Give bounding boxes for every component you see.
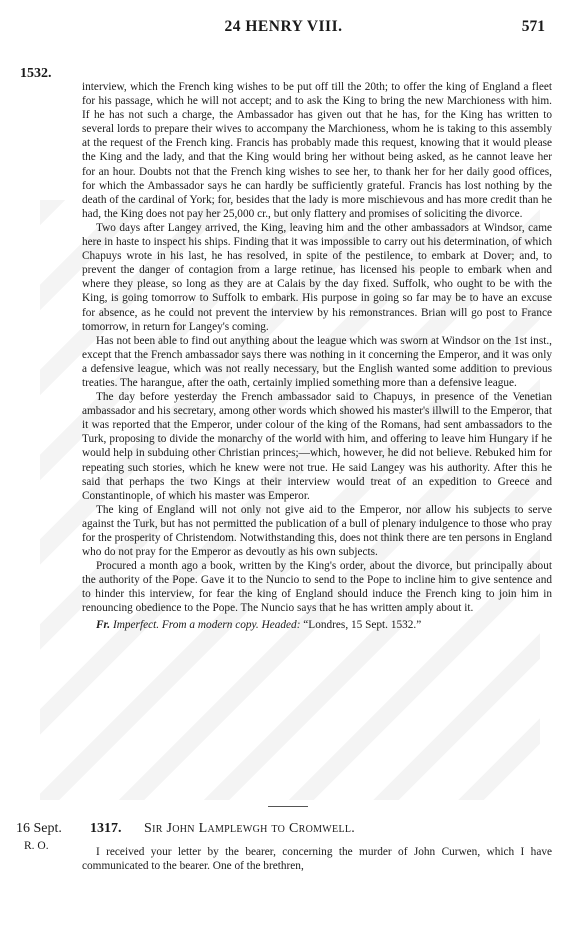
document-body (82, 80, 552, 632)
paragraph: Has not been able to find out anything about the league which was sworn at Windsor on the 1st inst., except that the French ambassador says there was nothing in it concerning the Emperor, and it was only a defensive league, which was not really necessary, but the English wanted some addition to previous treaties. The harangue, after the oath, certainly implied something more than a defensive league. (82, 334, 552, 389)
paragraph: interview, which the French king wishes to be put off till the 20th; to offer the king of England a fleet for his passage, which he will not accept; and to ask the King to bring the new Marchioness with him. If he has not such a charge, the Ambassador has given out that he has, for the King has written to several lords to prepare their wives to accompany the Marchioness, whom he is taking to this assembly at the request of the French king. Francis has probably made this request, knowing that it would please the King and the lady, and that the King would bring her without being asked, as he cannot leave her for an hour. Doubts not that the French king wishes to see her, to thank her for her daily good offices, for which the Ambassador says he can hardly be sufficiently grateful. Francis has lost nothing by the death of the cardinal of York; for, besides that the lady is more mischievous and has more credit than he had, the King does not pay her 25,000 cr., but only flattery and promises of soliciting the divorce. (82, 81, 552, 220)
paragraph: The day before yesterday the French ambassador said to Chapuys, in presence of the Venetian ambassador and his secretary, among other words which showed his master's illwill to the Emperor, that it was reported that the Emperor, under colour of the king of the Romans, had sent ambassadors to the Turk, proposing to divide the monarchy of the world with him, and offering to leave him Hungary if he would help in subduing other Christian princes;—which, however, he did not believe. Rebuked him for repeating such stories, which he knew were not true. He said Langey was his authority. After this he said that perhaps the two Kings at their interview would treat of an expedition to Greece and Constantinople, of which his master was Emperor. (82, 391, 552, 502)
entry-reference: R. O. (24, 840, 49, 852)
paragraph: I received your letter by the bearer, concerning the murder of John Curwen, which I have communicated to the bearer. One of the brethren, (82, 846, 552, 873)
source-label: Fr. (96, 618, 111, 631)
paragraph: Procured a month ago a book, written by the King's order, about the divorce, but principally about the authority of the Pope. Gave it to the Nuncio to send to the Pope to incline him to give sentence and to hinder this interview, for fear the king of England should induce the French king to join him in renouncing obedience to the Pope. The Nuncio says that he has written amply about it. (82, 560, 552, 615)
section-divider (268, 806, 308, 807)
source-note (82, 618, 552, 632)
paragraph: Two days after Langey arrived, the King, leaving him and the other ambassadors at Windsor, came here in haste to inspect his ships. Finding that it was impossible to carry out his determination, of which Chapuys wrote in his last, he has resolved, in spite of the pestilence, to embark at Dover; and, to prevent the danger of contagion from a large retinue, has licensed his people to embark when and where they please, so long as they are at Calais by the day fixed. Suffolk, who ought to be with the King, is going tomorrow to Suffolk to embark. His purpose in going so far may be to have an excuse for absence, as he could not prevent the interview by his remonstrances. Brian will go post to France tomorrow, in return for Langey's coming. (82, 221, 552, 333)
source-note-text: Imperfect. From a modern copy. Headed: (112, 618, 301, 631)
source-heading: “Londres, 15 Sept. 1532.” (303, 618, 422, 631)
page-header (0, 12, 567, 34)
entry-title: Sir John Lamplewgh to Cromwell. (144, 821, 356, 836)
running-title: 24 HENRY VIII. (224, 18, 343, 35)
page-number: 571 (521, 18, 545, 35)
entry-date: 16 Sept. (16, 821, 62, 836)
margin-year: 1532. (20, 66, 52, 81)
paragraph: The king of England will not only not give aid to the Emperor, nor allow his subjects to serve against the Turk, but has not permitted the publication of a bull of plenary indulgence to those who pray for the prosperity of Christendom. Notwithstanding this, does not think there are ten persons in England who do not pray for the Emperor as devoutly as his own subjects. (82, 503, 552, 559)
entry-body (82, 845, 552, 873)
entry-number: 1317. (90, 821, 122, 836)
